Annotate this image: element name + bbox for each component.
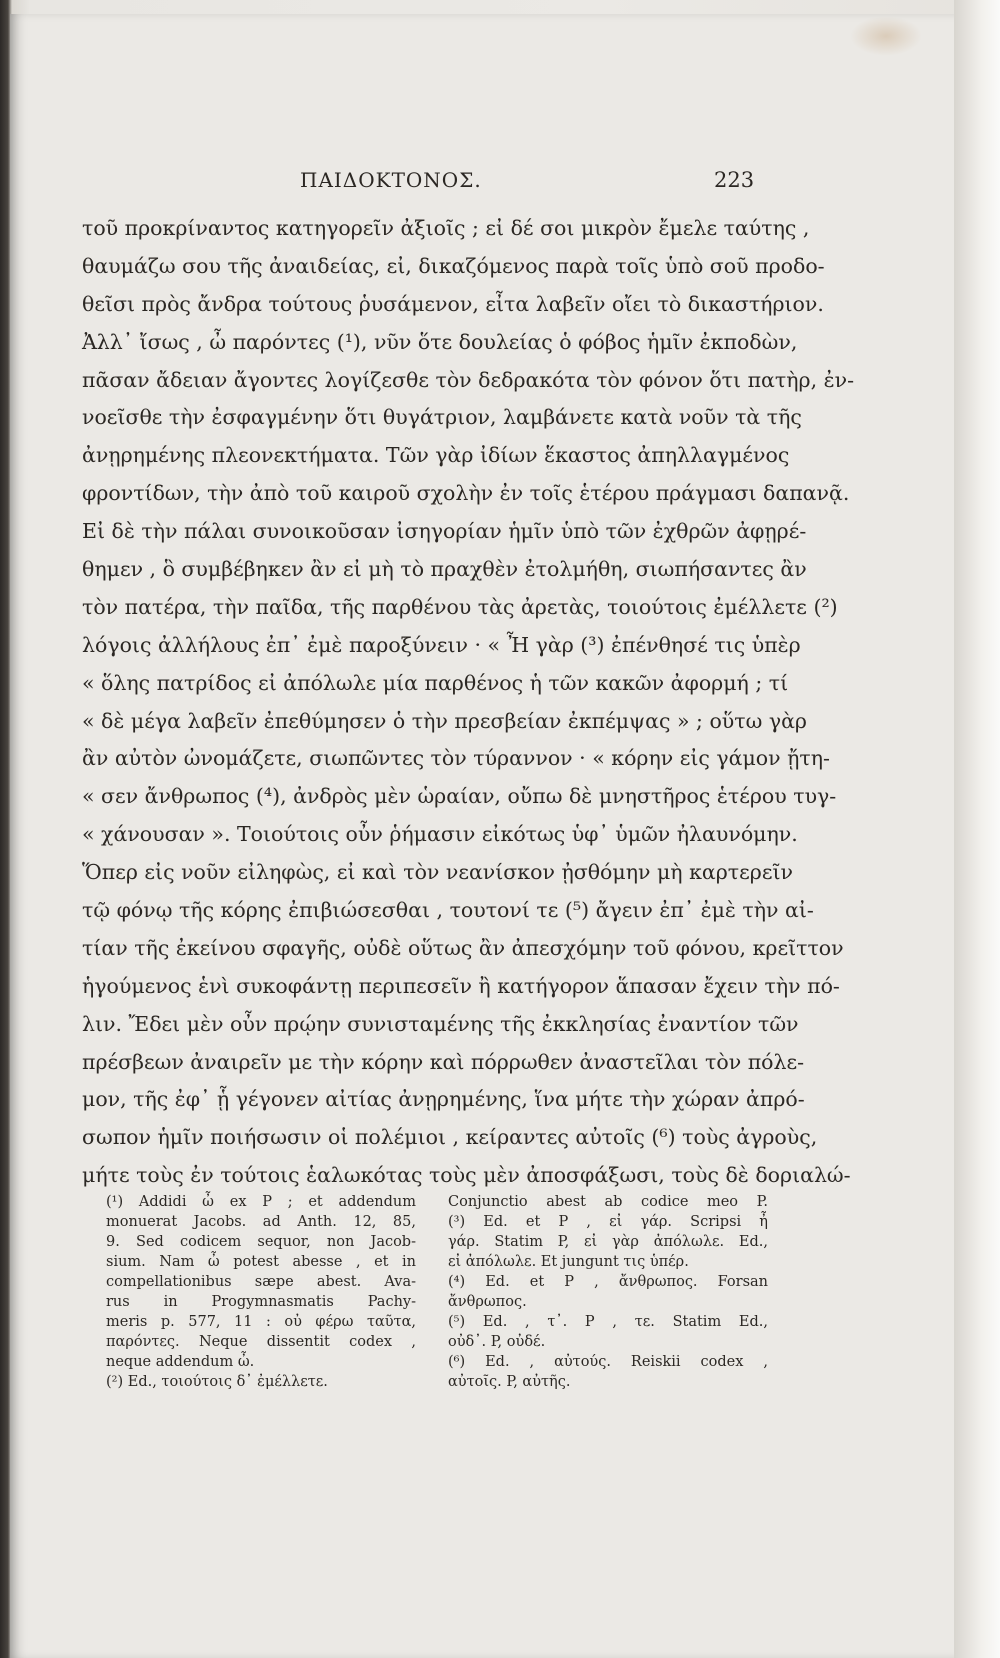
footnote-line: (¹) Addidi ὦ ex P ; et addendum <box>106 1194 416 1210</box>
text-line: λιν. Ἔδει μὲν οὖν πρῴην συνισταμένης τῆς ἐκκλησίας ἐναντίον τῶν <box>82 1011 799 1036</box>
text-line: μήτε τοὺς ἐν τούτοις ἑαλωκότας τοὺς μὲν ἀποσφάξωσι, τοὺς δὲ δοριαλώ- <box>82 1163 851 1188</box>
footnote-line: sium. Nam ὦ potest abesse , et in <box>106 1254 416 1270</box>
text-line: τῷ φόνῳ τῆς κόρης ἐπιβιώσεσθαι , τουτονί τε (⁵) ἄγειν ἐπ᾽ ἐμὲ τὴν αἰ- <box>82 898 814 923</box>
footnote-line: παρόντες. Neque dissentit codex , <box>106 1334 416 1350</box>
text-line: νοεῖσθε τὴν ἐσφαγμένην ὅτι θυγάτριον, λαμβάνετε κατὰ νοῦν τὰ τῆς <box>82 405 802 430</box>
text-line: ἀνῃρημένης πλεονεκτήματα. Τῶν γὰρ ἰδίων ἕκαστος ἀπηλλαγμένος <box>82 443 790 468</box>
footnote-line: (³) Ed. et P , εἰ γάρ. Scripsi ἦ <box>448 1214 768 1230</box>
text-line: πρέσβεων ἀναιρεῖν με τὴν κόρην καὶ πόρρωθεν ἀναστεῖλαι τὸν πόλε- <box>82 1049 805 1074</box>
text-line: πᾶσαν ἄδειαν ἄγοντες λογίζεσθε τὸν δεδρακότα τὸν φόνον ὅτι πατὴρ, ἐν- <box>82 367 854 392</box>
text-line: « σεν ἄνθρωπος (⁴), ἀνδρὸς μὲν ὡραίαν, οὔπω δὲ μνηστῆρος ἑτέρου τυγ- <box>82 784 837 809</box>
footnote-line: αὐτοῖς. P, αὐτῆς. <box>448 1374 571 1390</box>
text-line: φροντίδων, τὴν ἀπὸ τοῦ καιροῦ σχολὴν ἐν τοῖς ἑτέρου πράγμασι δαπανᾷ. <box>82 481 850 506</box>
footnote-line: γάρ. Statim P, εἰ γὰρ ἀπόλωλε. Ed., <box>448 1234 768 1250</box>
footnote-line: (⁴) Ed. et P , ἄνθρωπος. Forsan <box>448 1274 768 1290</box>
footnote-line: rus in Progymnasmatis Pachy- <box>106 1294 416 1310</box>
page-number: 223 <box>714 168 755 192</box>
text-line: θημεν , ὃ συμβέβηκεν ἂν εἰ μὴ τὸ πραχθὲν ἐτολμήθη, σιωπήσαντες ἂν <box>82 557 807 582</box>
footnote-line: (⁶) Ed. , αὐτούς. Reiskii codex , <box>448 1354 768 1370</box>
text-line: λόγοις ἀλλήλους ἐπ᾽ ἐμὲ παροξύνειν · « Ἦ γὰρ (³) ἐπένθησέ τις ὑπὲρ <box>82 632 801 657</box>
text-line: ἡγούμενος ἑνὶ συκοφάντῃ περιπεσεῖν ἢ κατήγορον ἅπασαν ἔχειν τὴν πό- <box>82 973 840 998</box>
text-line: τὸν πατέρα, τὴν παῖδα, τῆς παρθένου τὰς ἀρετὰς, τοιούτοις ἐμέλλετε (²) <box>82 594 838 619</box>
page-edge <box>954 0 1000 1658</box>
text-line: Ἀλλ᾽ ἴσως , ὦ παρόντες (¹), νῦν ὅτε δουλείας ὁ φόβος ἡμῖν ἐκποδὼν, <box>82 329 798 354</box>
paper-stain <box>850 16 922 56</box>
text-line: μον, τῆς ἐφ᾽ ᾗ γέγονεν αἰτίας ἀνῃρημένης, ἵνα μήτε τὴν χώραν ἀπρό- <box>82 1087 805 1112</box>
footnotes-right-column <box>448 1192 768 1392</box>
footnote-line: 9. Sed codicem sequor, non Jacob- <box>106 1234 416 1250</box>
text-line: τοῦ προκρίναντος κατηγορεῖν ἀξιοῖς ; εἰ δέ σοι μικρὸν ἔμελε ταύτης , <box>82 216 810 240</box>
footnote-line: monuerat Jacobs. ad Anth. 12, 85, <box>106 1214 416 1230</box>
footnote-line: ἄνθρωπος. <box>448 1294 527 1310</box>
footnote-line: Conjunctio abest ab codice meo P. <box>448 1194 768 1210</box>
text-line: θεῖσι πρὸς ἄνδρα τούτους ῥυσάμενον, εἶτα λαβεῖν οἴει τὸ δικαστήριον. <box>82 291 824 316</box>
footnote-line: meris p. 577, 11 : οὐ φέρω ταῦτα, <box>106 1314 416 1330</box>
text-line: « χάνουσαν ». Τοιούτοις οὖν ῥήμασιν εἰκότως ὑφ᾽ ὑμῶν ἠλαυνόμην. <box>82 822 798 847</box>
footnote-line: (⁵) Ed. , τ᾽. P , τε. Statim Ed., <box>448 1314 768 1330</box>
running-head <box>0 168 1000 198</box>
footnote-line: οὐδ᾽. P, οὐδέ. <box>448 1334 546 1350</box>
main-text <box>82 210 854 1195</box>
text-line: Ὅπερ εἰς νοῦν εἰληφὼς, εἰ καὶ τὸν νεανίσκον ᾐσθόμην μὴ καρτερεῖν <box>82 860 793 885</box>
text-line: θαυμάζω σου τῆς ἀναιδείας, εἰ, δικαζόμενος παρὰ τοῖς ὑπὸ σοῦ προδο- <box>82 253 825 278</box>
footnote-line: εἰ ἀπόλωλε. Et jungunt τις ὑπέρ. <box>448 1254 689 1270</box>
text-line: « ὅλης πατρίδος εἰ ἀπόλωλε μία παρθένος ἡ τῶν κακῶν ἀφορμή ; τί <box>82 670 789 695</box>
footnotes-left-column <box>106 1192 416 1392</box>
footnote-line: neque addendum ὦ. <box>106 1354 255 1370</box>
footnote-line: (²) Ed., τοιούτοις δ᾽ ἐμέλλετε. <box>106 1374 328 1390</box>
text-line: « δὲ μέγα λαβεῖν ἐπεθύμησεν ὁ τὴν πρεσβείαν ἐκπέμψας » ; οὕτω γὰρ <box>82 708 807 733</box>
text-line: Εἰ δὲ τὴν πάλαι συνοικοῦσαν ἰσηγορίαν ἡμῖν ὑπὸ τῶν ἐχθρῶν ἀφῃρέ- <box>82 519 807 544</box>
text-line: σωπον ἡμῖν ποιήσωσιν οἱ πολέμιοι , κείραντες αὐτοῖς (⁶) τοὺς ἀγροὺς, <box>82 1125 818 1150</box>
page-title: ΠΑΙΔΟΚΤΟΝΟΣ. <box>300 168 482 192</box>
text-line: ἂν αὐτὸν ὠνομάζετε, σιωπῶντες τὸν τύραννον · « κόρην εἰς γάμον ᾔτη- <box>82 746 830 771</box>
text-line: τίαν τῆς ἐκείνου σφαγῆς, οὐδὲ οὕτως ἂν ἀπεσχόμην τοῦ φόνου, κρεῖττον <box>82 935 844 960</box>
footnote-line: compellationibus sæpe abest. Ava- <box>106 1274 416 1290</box>
